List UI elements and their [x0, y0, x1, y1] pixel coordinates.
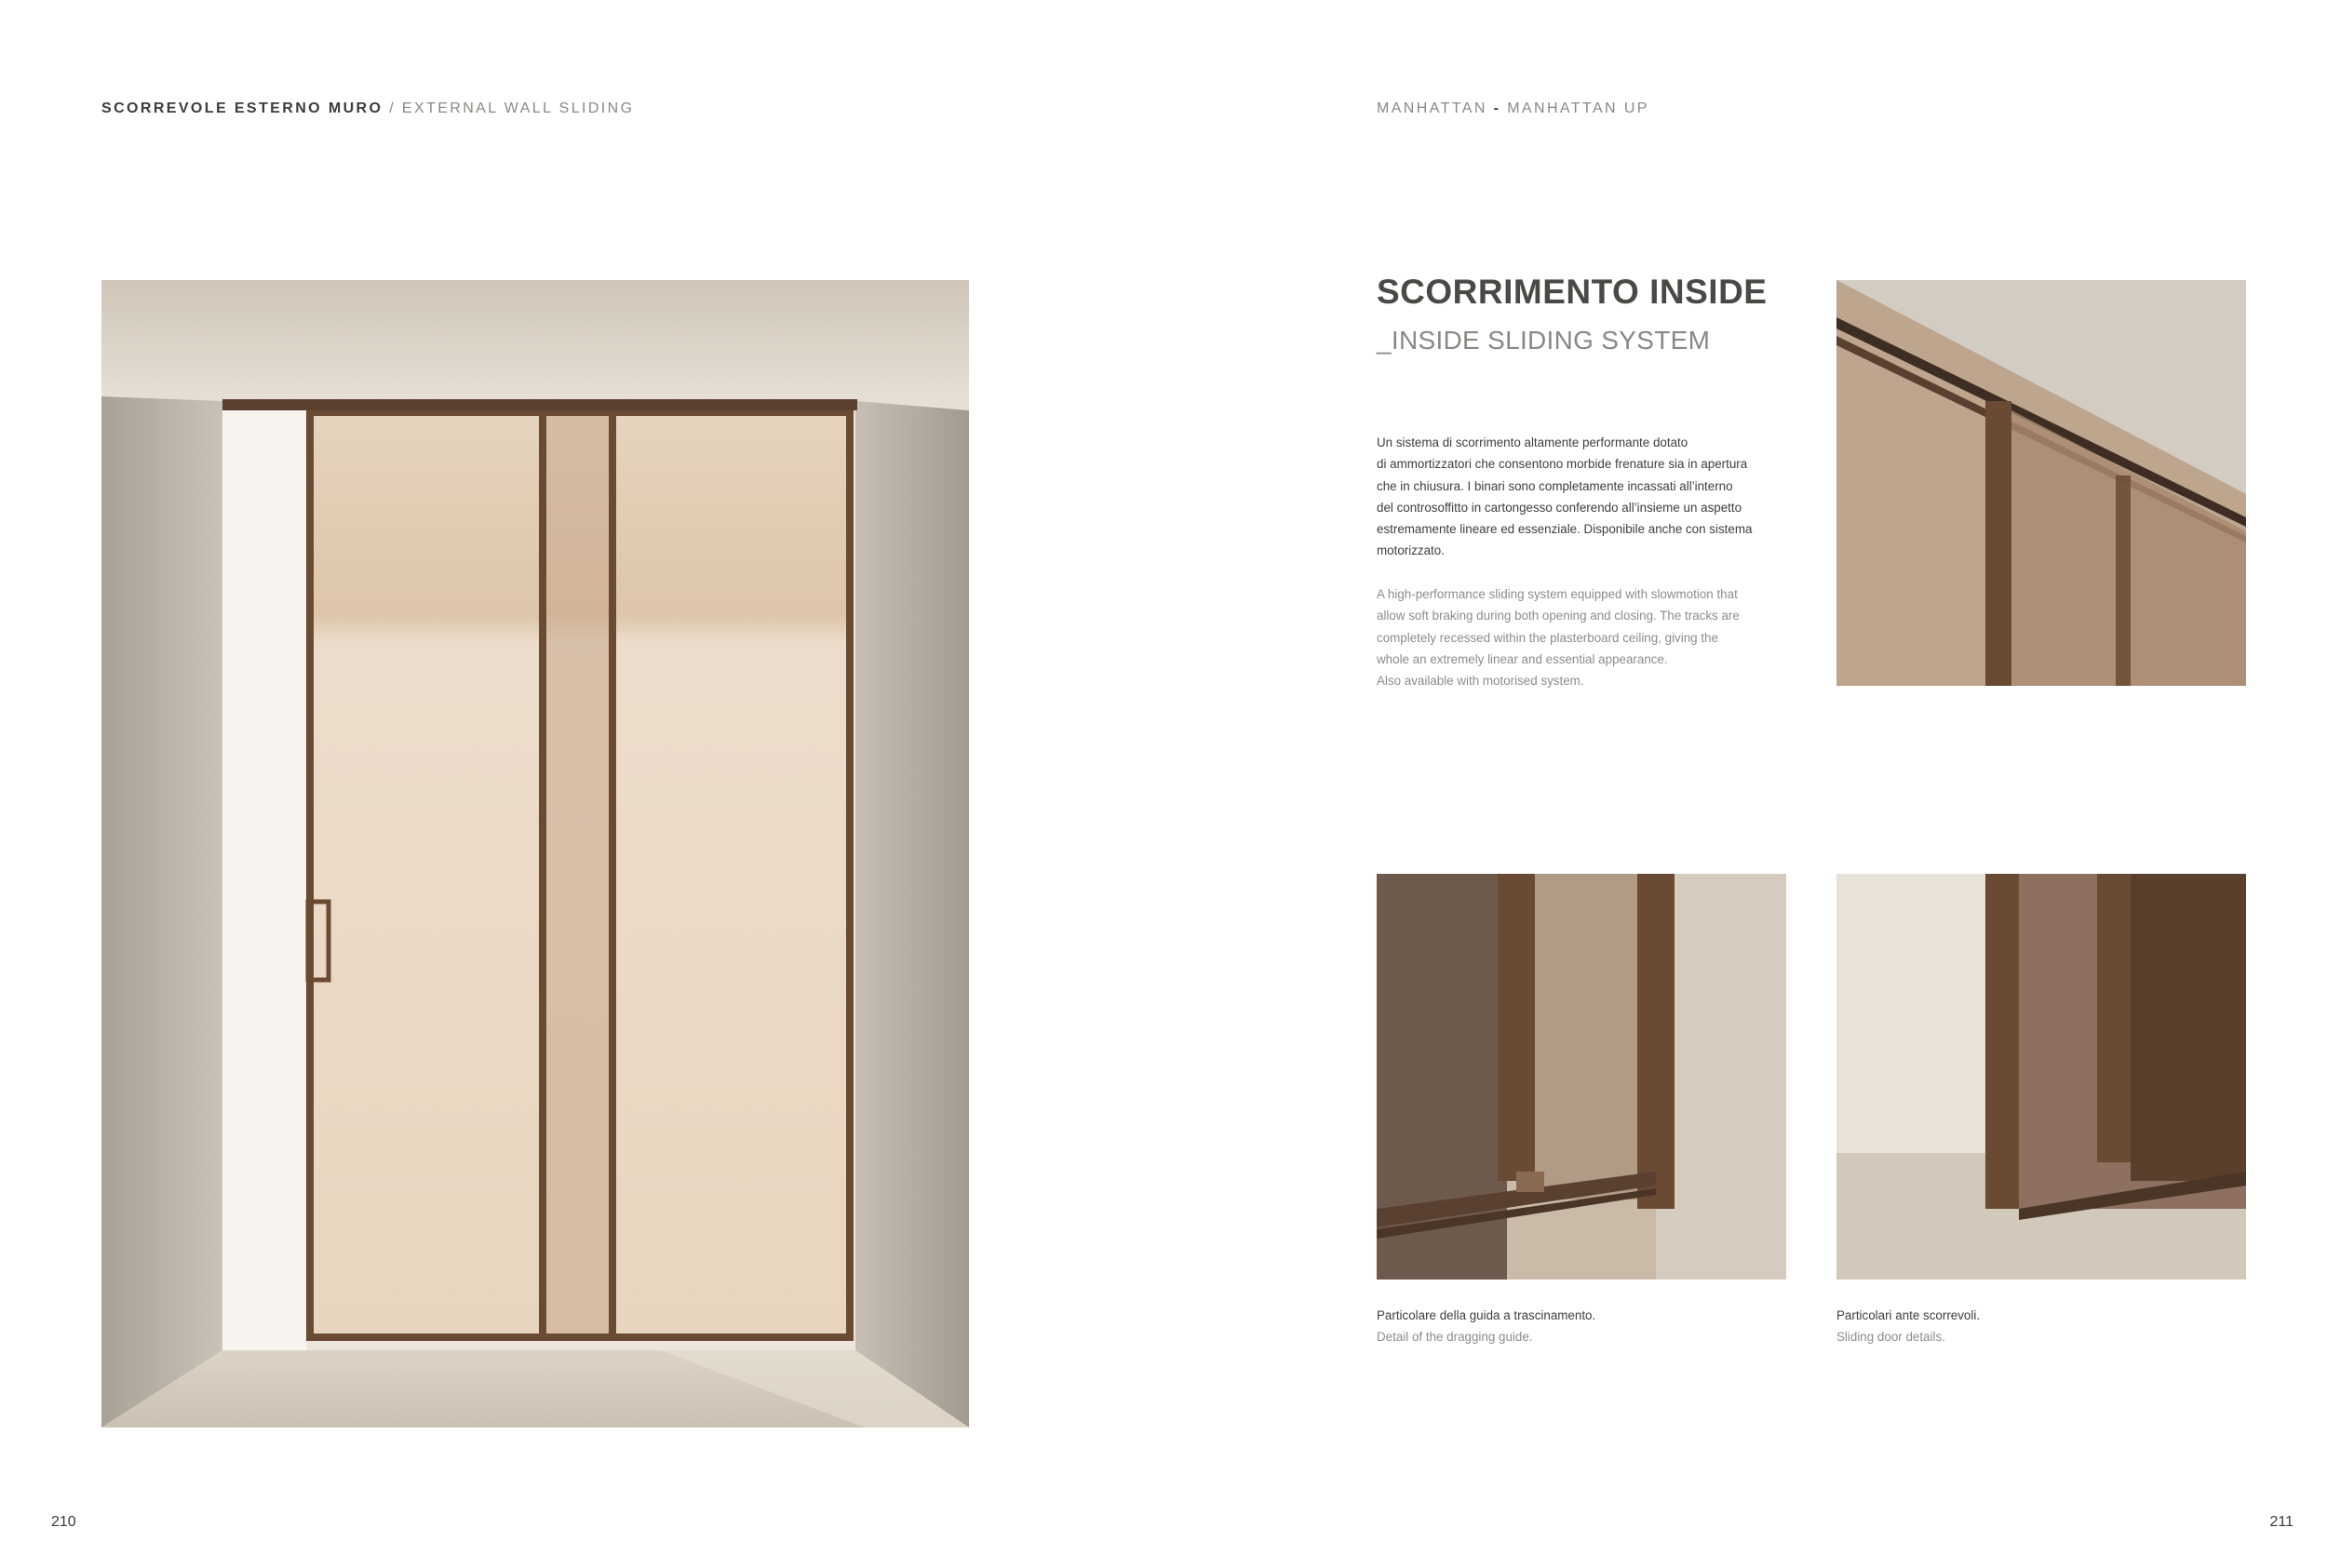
ceiling-track-photo	[1836, 280, 2246, 686]
running-header-left	[101, 101, 634, 117]
product-variant: MANHATTAN UP	[1500, 101, 1649, 116]
caption-italian: Particolari ante scorrevoli.	[1836, 1308, 1981, 1322]
text-line: Un sistema di scorrimento altamente performante dotato	[1377, 436, 1688, 449]
caption-italian: Particolare della guida a trascinamento.	[1377, 1308, 1596, 1322]
page-number-left: 210	[51, 1514, 76, 1530]
section-subtitle: / EXTERNAL WALL SLIDING	[383, 101, 635, 116]
page-number-right: 211	[2269, 1514, 2293, 1530]
text-line: whole an extremely linear and essential appearance.	[1377, 651, 1668, 666]
text-line: motorizzato.	[1377, 543, 1445, 558]
text-line: allow soft braking during both opening and closing. The tracks are	[1377, 609, 1740, 623]
text-line: che in chiusura. I binari sono completamente incassati all’interno	[1377, 478, 1733, 493]
section-heading: SCORRIMENTO INSIDE	[1377, 273, 1768, 311]
caption-sliding-doors	[1836, 1305, 1980, 1347]
product-separator: -	[1493, 101, 1501, 116]
main-door-photo	[101, 280, 969, 1427]
text-line: di ammortizzatori che consentono morbide frenature sia in apertura	[1377, 457, 1748, 472]
text-line: del controsoffitto in cartongesso conferendo all’insieme un aspetto	[1377, 500, 1742, 515]
product-name: MANHATTAN	[1377, 101, 1494, 116]
running-header-right	[1377, 101, 1649, 117]
description-italian	[1377, 432, 1768, 562]
dragging-guide-photo	[1377, 874, 1786, 1280]
section-subheading: _INSIDE SLIDING SYSTEM	[1377, 326, 1711, 355]
caption-english: Sliding door details.	[1836, 1330, 1945, 1344]
text-line: estremamente lineare ed essenziale. Disponibile anche con sistema	[1377, 522, 1753, 537]
text-line: completely recessed within the plasterboard ceiling, giving the	[1377, 630, 1718, 645]
text-line: Also available with motorised system.	[1377, 674, 1584, 689]
sliding-doors-photo	[1836, 874, 2246, 1280]
caption-english: Detail of the dragging guide.	[1377, 1330, 1533, 1344]
caption-dragging-guide	[1377, 1305, 1595, 1347]
text-line: A high-performance sliding system equipped with slowmotion that	[1377, 587, 1738, 601]
description-english	[1377, 583, 1768, 691]
section-title: SCORREVOLE ESTERNO MURO	[101, 101, 383, 116]
